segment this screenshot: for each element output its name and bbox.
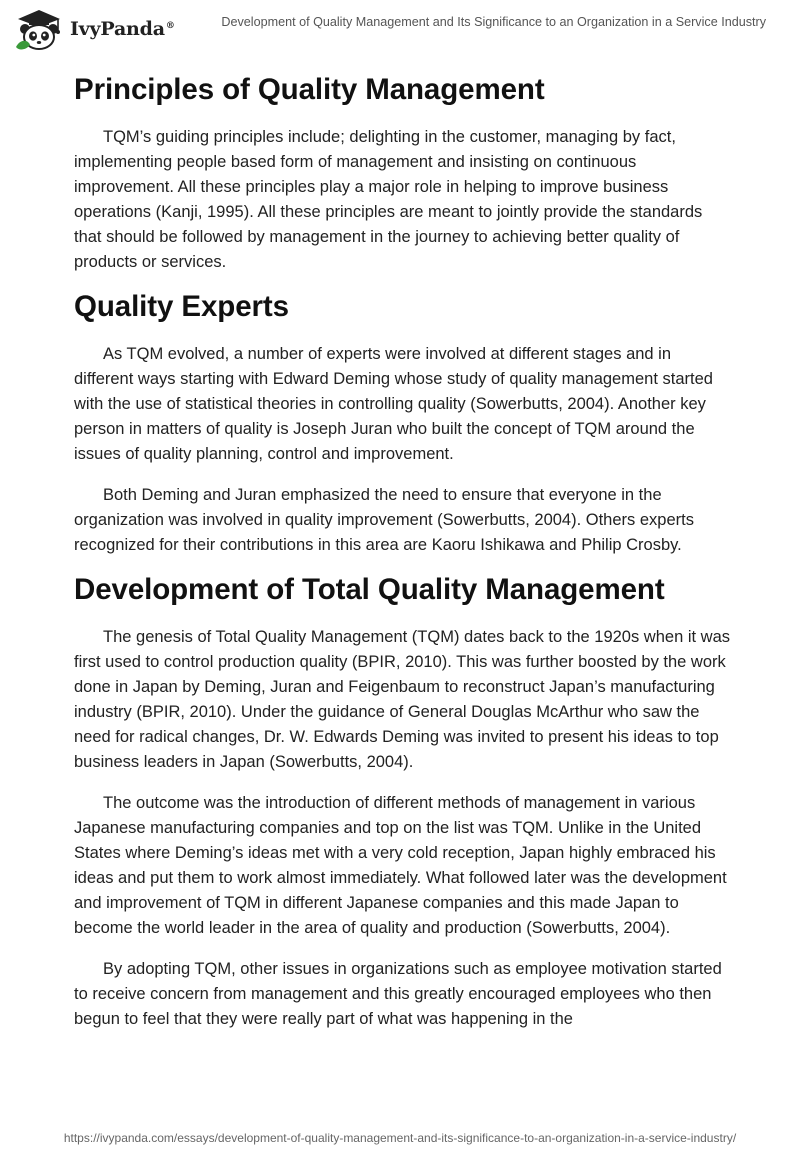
paragraph: The outcome was the introduction of different methods of management in various Japanese manufacturing companies and top on the list was TQM. Unlike in the United States where Deming’s ideas met with a very cold reception, Japan highly embraced his ideas and put them to work almost immediately. What followed later was the development and improvement of TQM in different Japanese companies and this made Japan to become the world leader in the area of quality and production (Sowerbutts, 2004). (74, 794, 727, 937)
section-heading: Principles of Quality Management (74, 73, 545, 106)
paragraph: By adopting TQM, other issues in organizations such as employee motivation started to receive concern from management and this greatly encouraged employees who then begun to feel that they were really part of what was happening in the (74, 960, 722, 1028)
section-development-tqm (74, 572, 734, 1032)
ivypanda-logo[interactable] (14, 7, 175, 51)
paragraph: Both Deming and Juran emphasized the need to ensure that everyone in the organization was involved in quality improvement (Sowerbutts, 2004). Others experts recognized for their contributions in this area are Kaoru Ishikawa and Philip Crosby. (74, 486, 694, 554)
essay-body (74, 72, 734, 1032)
paragraph: As TQM evolved, a number of experts were involved at different stages and in different ways starting with Edward Deming whose study of quality management started with the use of statistical theories in controlling quality (Sowerbutts, 2004). Another key person in matters of quality is Joseph Juran who built the concept of TQM around the issues of quality planning, control and improvement. (74, 345, 713, 463)
paragraph: TQM’s guiding principles include; delighting in the customer, managing by fact, implementing people based form of management and insisting on continuous improvement. All these principles play a major role in helping to improve business operations (Kanji, 1995). All these principles are meant to jointly provide the standards that should be followed by management in the journey to achieving better quality of products or services. (74, 128, 703, 271)
source-url[interactable]: https://ivypanda.com/essays/development-of-quality-management-and-its-significance-to-an-organization-in-a-service-industry/ (63, 1131, 737, 1145)
section-principles (74, 72, 734, 275)
registered-mark: ® (165, 20, 175, 31)
brand-name: IvyPanda® (70, 18, 175, 40)
paragraph: The genesis of Total Quality Management (TQM) dates back to the 1920s when it was first used to control production quality (BPIR, 2010). This was further boosted by the work done in Japan by Deming, Juran and Feigenbaum to reconstruct Japan’s manufacturing industry (BPIR, 2010). Under the guidance of General Douglas McArthur who saw the need for radical changes, Dr. W. Edwards Deming was invited to present his ideas to top business leaders in Japan (Sowerbutts, 2004). (74, 628, 731, 771)
running-title: Development of Quality Management and Its Significance to an Organization in a Service Industry (221, 15, 766, 29)
section-heading: Development of Total Quality Management (74, 573, 665, 606)
page-header (0, 0, 800, 60)
panda-graduate-icon (14, 7, 64, 51)
section-quality-experts (74, 289, 734, 558)
section-heading: Quality Experts (74, 290, 289, 323)
